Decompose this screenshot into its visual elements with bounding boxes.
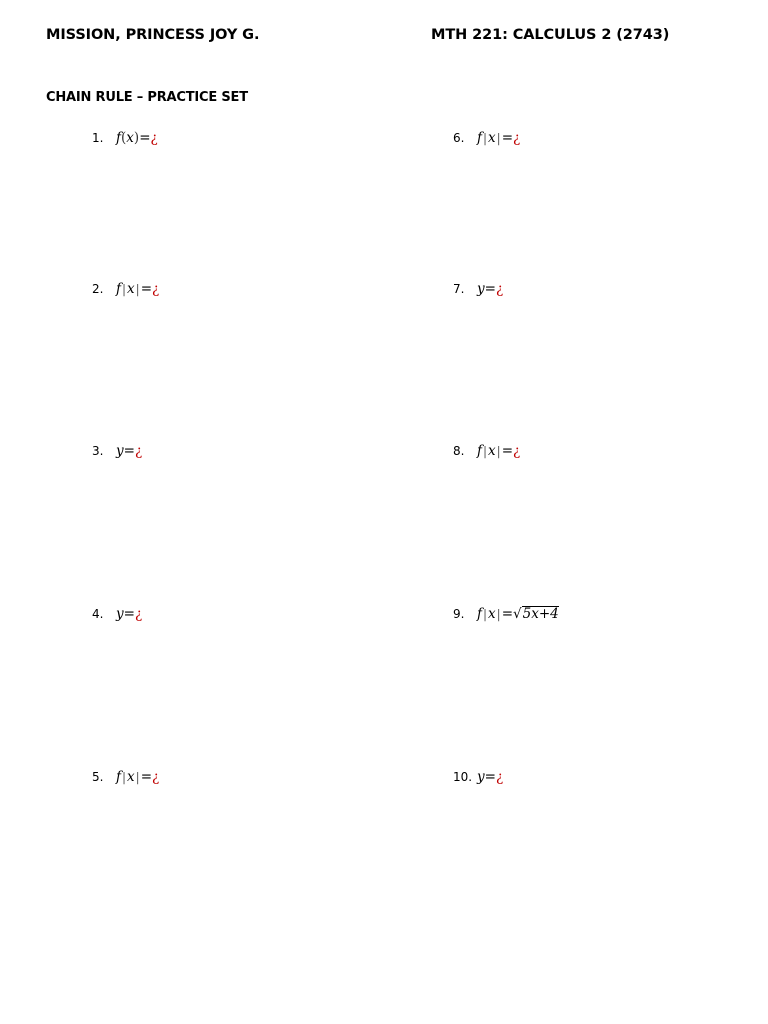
problem-expression bbox=[116, 130, 158, 146]
missing-expression-placeholder: ¿ bbox=[495, 769, 504, 785]
problem-4 bbox=[92, 606, 142, 622]
problem-7 bbox=[453, 281, 503, 297]
problem-number: 5. bbox=[92, 770, 104, 784]
problem-number: 10. bbox=[453, 770, 473, 784]
close-bracket: | bbox=[135, 282, 140, 296]
close-paren: ) bbox=[133, 130, 140, 146]
problem-expression bbox=[116, 769, 159, 785]
equals-sign: = bbox=[140, 769, 153, 785]
close-bracket: | bbox=[135, 770, 140, 784]
problem-expression bbox=[116, 606, 142, 622]
equals-sign: = bbox=[501, 606, 514, 622]
function-name: y bbox=[116, 606, 124, 622]
equals-sign: = bbox=[484, 769, 496, 785]
radicand: 5x+4 bbox=[522, 606, 559, 622]
missing-expression-placeholder: ¿ bbox=[495, 281, 504, 297]
missing-expression-placeholder: ¿ bbox=[134, 443, 143, 459]
function-name: f bbox=[477, 606, 482, 622]
open-bracket: | bbox=[483, 444, 488, 458]
equals-sign: = bbox=[501, 130, 514, 146]
open-bracket: | bbox=[122, 770, 127, 784]
problem-5 bbox=[92, 769, 159, 785]
close-bracket: | bbox=[496, 444, 501, 458]
function-name: y bbox=[116, 443, 124, 459]
equals-sign: = bbox=[123, 606, 135, 622]
missing-expression-placeholder: ¿ bbox=[513, 443, 521, 459]
problem-8 bbox=[453, 443, 520, 459]
square-root bbox=[513, 606, 559, 622]
open-bracket: | bbox=[483, 607, 488, 621]
open-bracket: | bbox=[122, 282, 127, 296]
variable: x bbox=[488, 443, 496, 459]
problem-1 bbox=[92, 130, 158, 146]
problem-number: 1. bbox=[92, 131, 104, 145]
variable: x bbox=[488, 606, 496, 622]
problem-expression bbox=[477, 281, 503, 297]
missing-expression-placeholder: ¿ bbox=[150, 130, 158, 146]
function-name: f bbox=[477, 130, 482, 146]
close-bracket: | bbox=[496, 607, 501, 621]
problem-expression bbox=[477, 769, 503, 785]
practice-set-title: CHAIN RULE – PRACTICE SET bbox=[46, 90, 248, 105]
problem-10 bbox=[453, 769, 503, 785]
function-name: f bbox=[116, 281, 121, 297]
function-name: f bbox=[477, 443, 482, 459]
equals-sign: = bbox=[484, 281, 496, 297]
close-bracket: | bbox=[496, 131, 501, 145]
function-name: y bbox=[477, 281, 485, 297]
problem-expression bbox=[477, 606, 559, 622]
problem-3 bbox=[92, 443, 142, 459]
function-name: f bbox=[116, 769, 121, 785]
open-paren: ( bbox=[121, 130, 127, 146]
problem-expression bbox=[477, 443, 520, 459]
problem-number: 7. bbox=[453, 282, 465, 296]
problem-expression bbox=[116, 443, 142, 459]
problem-2 bbox=[92, 281, 159, 297]
variable: x bbox=[488, 130, 496, 146]
equals-sign: = bbox=[501, 443, 514, 459]
missing-expression-placeholder: ¿ bbox=[152, 281, 160, 297]
radical-sign: √ bbox=[513, 606, 522, 622]
variable: x bbox=[127, 281, 135, 297]
problem-number: 4. bbox=[92, 607, 104, 621]
equals-sign: = bbox=[123, 443, 135, 459]
problem-number: 9. bbox=[453, 607, 465, 621]
problem-number: 3. bbox=[92, 444, 104, 458]
missing-expression-placeholder: ¿ bbox=[134, 606, 143, 622]
variable: x bbox=[127, 769, 135, 785]
equals-sign: = bbox=[139, 130, 151, 146]
problem-number: 2. bbox=[92, 282, 104, 296]
student-name: MISSION, PRINCESS JOY G. bbox=[46, 27, 260, 43]
problem-expression bbox=[477, 130, 520, 146]
missing-expression-placeholder: ¿ bbox=[513, 130, 521, 146]
problem-expression bbox=[116, 281, 159, 297]
problem-9 bbox=[453, 606, 559, 622]
missing-expression-placeholder: ¿ bbox=[152, 769, 160, 785]
function-name: y bbox=[477, 769, 485, 785]
problem-6 bbox=[453, 130, 520, 146]
open-bracket: | bbox=[483, 131, 488, 145]
equals-sign: = bbox=[140, 281, 153, 297]
variable: x bbox=[126, 130, 134, 146]
problem-number: 6. bbox=[453, 131, 465, 145]
function-name: f bbox=[116, 130, 121, 146]
course-title: MTH 221: CALCULUS 2 (2743) bbox=[431, 27, 670, 43]
problem-number: 8. bbox=[453, 444, 465, 458]
